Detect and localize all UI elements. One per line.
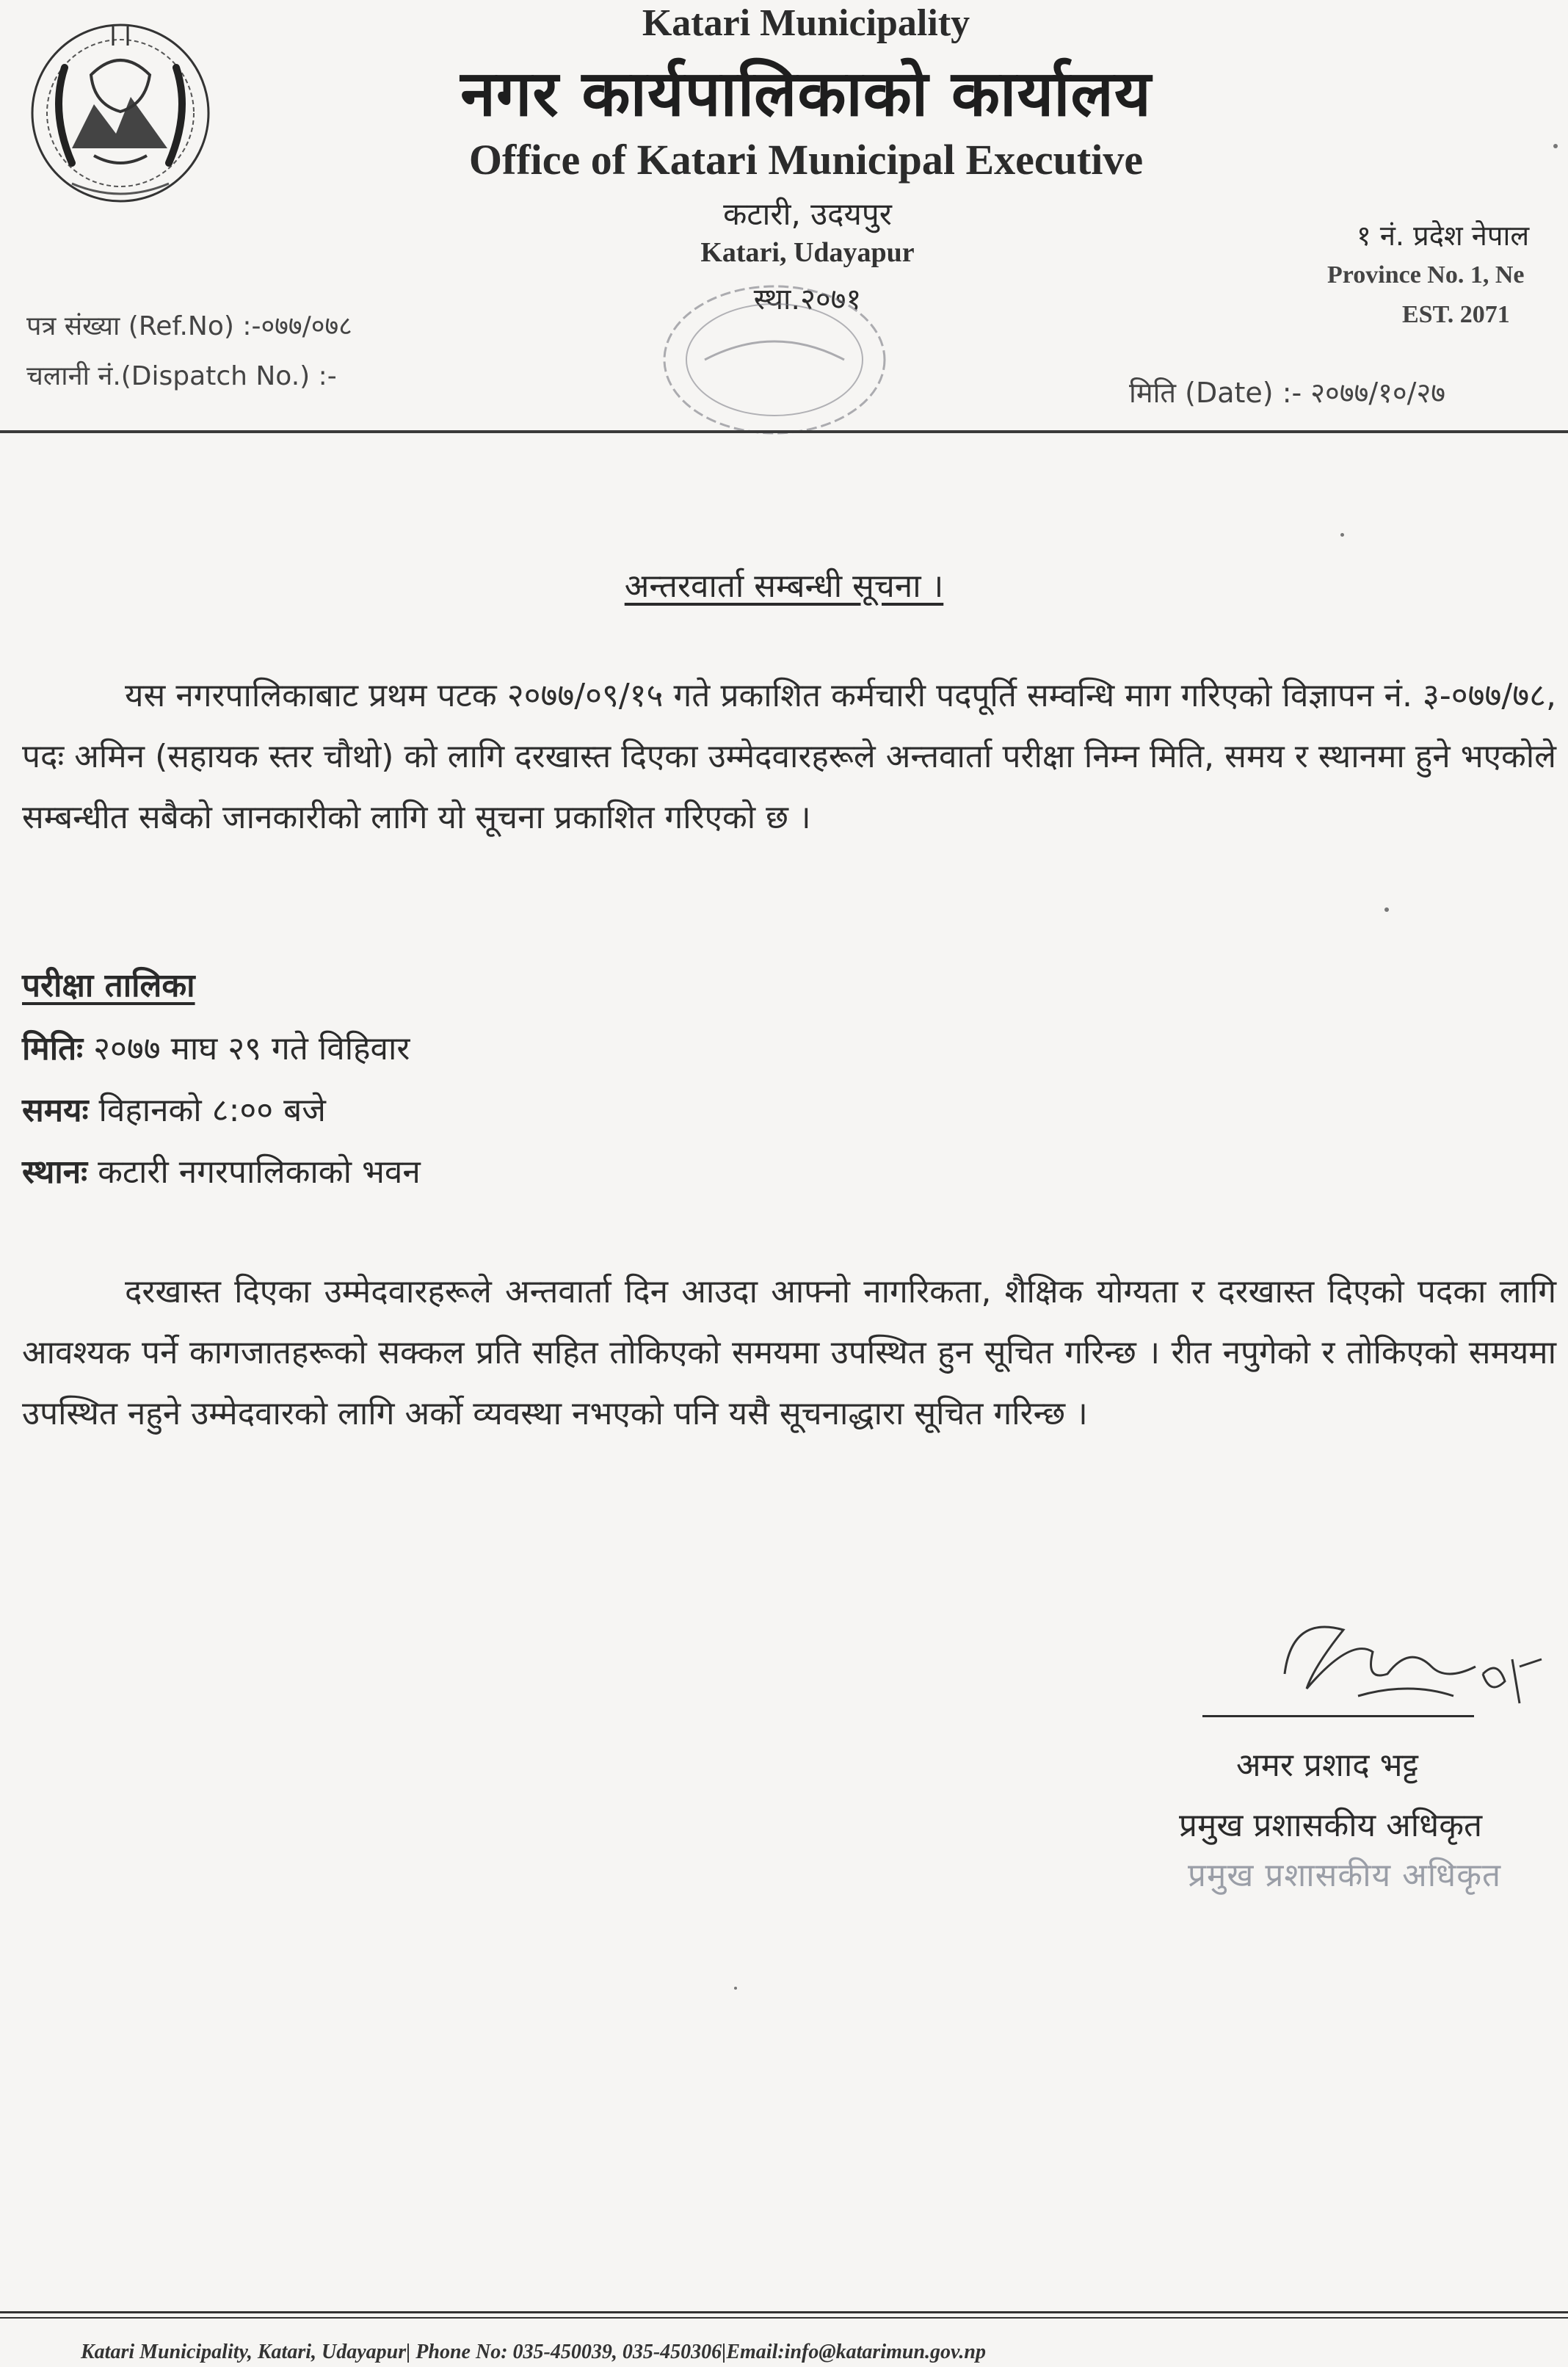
schedule-date-row (22, 1025, 410, 1069)
schedule-time-value: विहानको ८:०० बजे (98, 1092, 326, 1129)
location-en: Katari, Udayapur (700, 237, 915, 268)
paper-speck (1553, 144, 1558, 148)
handwritten-signature (1263, 1586, 1568, 1725)
dispatch-number: चलानी नं.(Dispatch No.) :- (26, 361, 337, 391)
municipality-name-en: Katari Municipality (642, 2, 970, 44)
office-name-en: Office of Katari Municipal Executive (468, 136, 1144, 184)
signer-title-stamp: प्रमुख प्रशासकीय अधिकृत (1188, 1857, 1502, 1894)
footer-divider-bottom (0, 2317, 1568, 2319)
office-name-np: नगर कार्यपालिकाको कार्यालय (460, 57, 1152, 131)
signer-title: प्रमुख प्रशासकीय अधिकृत (1179, 1807, 1483, 1844)
subject-text: अन्तरवार्ता सम्बन्धी सूचना । (624, 568, 944, 605)
notice-paragraph-2: दरखास्त दिएका उम्मेदवारहरूले अन्तवार्ता दिन आउदा आफ्नो नागरिकता, शैक्षिक योग्यता र दरखास्त दिएको पदका लागि आवश्यक पर्ने कागजातहरूको सक्कल प्रति सहित तोकिएको समयमा उपस्थित हुन सूचित गरिन्छ । रीत नपुगेको र तोकिएको समयमा उपस्थित नहुने उम्मेदवारको लागि अर्को व्यवस्था नभएको पनि यसै सूचनाद्धारा सूचित गरिन्छ । (22, 1273, 1556, 1432)
province-en: Province No. 1, Ne (1327, 261, 1525, 289)
footer-contact: Katari Municipality, Katari, Udayapur| Phone No: 035-450039, 035-450306|Email:info@katarimun.gov.np (81, 2341, 986, 2363)
letter-date: मिति (Date) :- २०७७/१०/२७ (1129, 377, 1445, 409)
schedule-date-value: २०७७ माघ २९ गते विहिवार (93, 1030, 410, 1067)
established-np: स्था.२०७१ (753, 283, 862, 316)
notice-paragraph-1: यस नगरपालिकाबाट प्रथम पटक २०७७/०९/१५ गते प्रकाशित कर्मचारी पदपूर्ति सम्वन्धि माग गरिएको विज्ञापन नं. ३-०७७/७८, पदः अमिन (सहायक स्तर चौथो) को लागि दरखास्त दिएका उम्मेदवारहरूले अन्तवार्ता परीक्षा निम्न मिति, समय र स्थानमा हुने भएकोले सम्बन्धीत सबैको जानकारीको लागि यो सूचना प्रकाशित गरिएको छ । (22, 677, 1556, 836)
paper-speck (1384, 907, 1389, 912)
reference-number: पत्र संख्या (Ref.No) :-०७७/०७८ (26, 311, 352, 341)
schedule-place-row (22, 1148, 421, 1192)
established-en: EST. 2071 (1402, 301, 1510, 328)
paper-speck (734, 1987, 737, 1990)
province-np: १ नं. प्रदेश नेपाल (1357, 220, 1530, 252)
schedule-heading: परीक्षा तालिका (22, 967, 195, 1004)
schedule-time-label: समयः (22, 1092, 89, 1129)
paper-speck (1340, 533, 1344, 537)
schedule-place-value: कटारी नगरपालिकाको भवन (98, 1153, 421, 1191)
schedule-date-label: मितिः (22, 1030, 84, 1067)
signer-name: अमर प्रशाद भट्ट (1236, 1747, 1419, 1784)
footer-divider-top (0, 2311, 1568, 2313)
header-divider (0, 430, 1568, 433)
location-np: कटारी, उदयपुर (723, 196, 892, 232)
schedule-place-label: स्थानः (22, 1153, 88, 1191)
notice-subject (0, 562, 1568, 606)
signature-line (1202, 1715, 1474, 1717)
schedule-time-row (22, 1087, 326, 1131)
office-stamp (639, 272, 910, 448)
